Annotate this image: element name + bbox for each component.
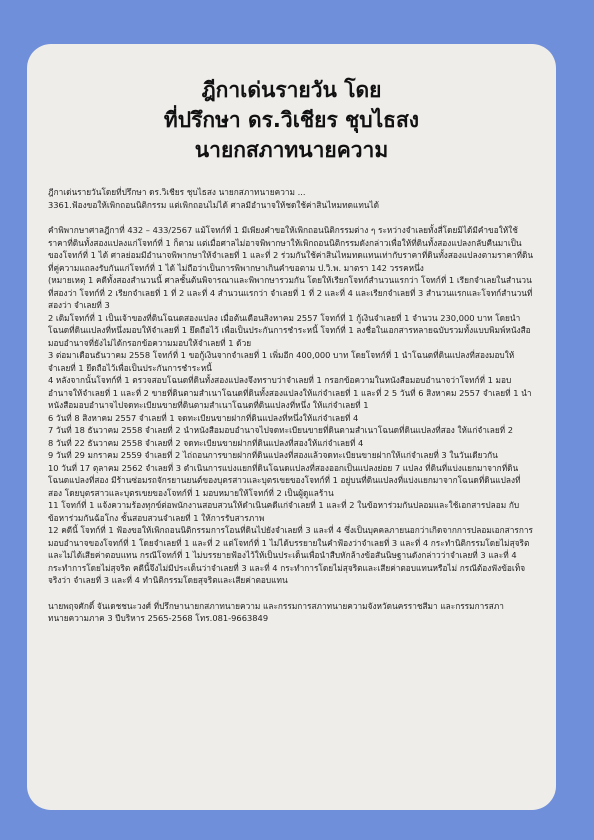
body-paragraph: 11 โจทก์ที่ 1 แจ้งความร้องทุกข์ต่อพนักงานสอบสวนให้ดำเนินคดีแก่จำเลยที่ 1 และที่ 2 ในข้อหาร่วมกันปลอมและใช้เอกสารปลอม กับข้อหาร่วมกันฉ้อโกง ชั้นสอบสวนจำเลยที่ 1 ให้การรับสารภาพ	[48, 500, 520, 523]
body-paragraph: 12 คดีนี้ โจทก์ที่ 1 ฟ้องขอให้เพิกถอนนิติกรรมการโอนที่ดินไปยังจำเลยที่ 3 และที่ 4 ซึ่งเป็นบุคคลภายนอกว่าเกิดจากการปลอมเอกสารการมอบอำนาจของโจทก์ที่ 1 โดยจำเลยที่ 1 และที่ 2 แต่โจทก์ที่ 1 ไม่ได้บรรยายในคำฟ้องว่าจำเลยที่ 3 และที่ 4 กระทำนิติกรรมโดยไม่สุจริตและไม่ได้เสียค่าตอบแทน กรณีโจทก์ที่ 1 ไม่บรรยายฟ้องไว้ให้เป็นประเด็นเพื่อนำสืบหักล้างข้อสันนิษฐานดังกล่าวว่าจำเลยที่ 3 และที่ 4 กระทำการโดยไม่สุจริต คดีนี้จึงไม่มีประเด็นว่าจำเลยที่ 3 และที่ 4 กระทำการโดยไม่สุจริตและเสียค่าตอบแทนหรือไม่ กรณีต้องฟังข้อเท็จจริงว่า จำเลยที่ 3 และที่ 4 ทำนิติกรรมโดยสุจริตและเสียค่าตอบแทน	[48, 525, 533, 585]
body-paragraph: 3 ต่อมาเดือนธันวาคม 2558 โจทก์ที่ 1 ขอกู้เงินจากจำเลยที่ 1 เพิ่มอีก 400,000 บาท โดยโจทก์ที่ 1 นำโฉนดที่ดินแปลงที่สองมอบให้จำเลยที่ 1 ยึดถือไว้เพื่อเป็นประกันการชำระหนี้	[48, 350, 515, 373]
title-line: นายกสภาทนายความ	[194, 138, 389, 162]
document-card	[27, 44, 556, 810]
body-paragraph: 10 วันที่ 17 ตุลาคม 2562 จำเลยที่ 3 ดำเนินการแบ่งแยกที่ดินโฉนดแปลงที่สองออกเป็นแปลงย่อย 7 แปลง ที่ดินที่แบ่งแยกมาจากที่ดินโฉนดแปลงที่สอง มีร้านซ่อมรถจักรยานยนต์ของบุตรสาวและบุตรเขยของโจทก์ที่ 1 อยู่บนที่ดินแปลงที่แบ่งแยกมาจากโฉนดที่ดินแปลงที่สอง โดยบุตรสาวและบุตรเขยของโจทก์ที่ 1 มอบหมายให้โจทก์ที่ 2 เป็นผู้ดูแลร้าน	[48, 462, 521, 498]
title-line: ที่ปรึกษา ดร.วิเชียร ชุบไธสง	[163, 108, 420, 132]
body-paragraph: คำพิพากษาศาลฎีกาที่ 432 – 433/2567 แม้โจทก์ที่ 1 มีเพียงคำขอให้เพิกถอนนิติกรรมต่าง ๆ ระหว่างจำเลยทั้งสี่โดยมิได้มีคำขอให้ใช้ราคาที่ดินทั้งสองแปลงแก่โจทก์ที่ 1 ก็ตาม แต่เมื่อศาลไม่อาจพิพากษาให้เพิกถอนนิติกรรมดังกล่าวเพื่อให้ที่ดินทั้งสองแปลงกลับคืนมาเป็นของโจทก์ที่ 1 ได้ ศาลย่อมมีอำนาจพิพากษาให้จำเลยที่ 1 และที่ 2 ร่วมกันใช้ค่าสินไหมทดแทนเท่ากับราคาที่ดินทั้งสองแปลงตามราคาที่ดินที่คู่ความแถลงรับกันแก่โจทก์ที่ 1 ได้ ไม่ถือว่าเป็นการพิพากษาเกินคำขอตาม ป.วิ.พ. มาตรา 142 วรรคหนึ่ง	[48, 225, 534, 273]
body-paragraph: 7 วันที่ 18 ธันวาคม 2558 จำเลยที่ 2 นำหนังสือมอบอำนาจไปจดทะเบียนขายที่ดินตามสำเนาโฉนดที่ดินแปลงที่สอง ให้แก่จำเลยที่ 2	[48, 425, 514, 435]
body-paragraph: 6 วันที่ 8 สิงหาคม 2557 จำเลยที่ 1 จดทะเบียนขายฝากที่ดินแปลงที่หนึ่งให้แก่จำเลยที่ 4	[48, 412, 359, 423]
document-content	[48, 186, 534, 625]
document-title	[27, 75, 556, 165]
intro-line: ฎีกาเด่นรายวันโดยที่ปรึกษา ดร.วิเชียร ชุบไธสง นายกสภาทนายความ ...	[48, 187, 306, 197]
body-paragraph: (หมายเหตุ 1 คดีทั้งสองสำนวนนี้ ศาลชั้นต้นพิจารณาและพิพากษารวมกัน โดยให้เรียกโจทก์สำนวนแรกว่า โจทก์ที่ 1 เรียกจำเลยในสำนวนที่สองว่า โจทก์ที่ 2 เรียกจำเลยที่ 1 ที่ 2 และที่ 4 สำนวนแรกว่า จำเลยที่ 1 ที่ 2 และที่ 4 และเรียกจำเลยที่ 3 สำนวนแรกและโจทก์สำนวนที่สองว่า จำเลยที่ 3	[48, 275, 533, 310]
body-paragraph: 4 หลังจากนั้นโจทก์ที่ 1 ตรวจสอบโฉนดที่ดินทั้งสองแปลงจึงทราบว่าจำเลยที่ 1 กรอกข้อความในหนังสือมอบอำนาจว่าโจทก์ที่ 1 มอบอำนาจให้จำเลยที่ 1 และที่ 2 ขายที่ดินตามสำเนาโฉนดที่ดินทั้งสองแปลงให้แก่จำเลยที่ 1 และที่ 2 5 วันที่ 6 สิงหาคม 2557 จำเลยที่ 1 นำหนังสือมอบอำนาจไปจดทะเบียนขายที่ดินตามสำเนาโฉนดที่ดินแปลงที่หนึ่ง ให้แก่จำเลยที่ 1	[48, 375, 532, 410]
body-paragraph: 9 วันที่ 29 มกราคม 2559 จำเลยที่ 2 ไถ่ถอนการขายฝากที่ดินแปลงที่สองแล้วจดทะเบียนขายฝากให้แก่จำเลยที่ 3 ในวันเดียวกัน	[48, 450, 498, 460]
intro-line: 3361.ฟ้องขอให้เพิกถอนนิติกรรม แต่เพิกถอนไม่ได้ ศาลมีอำนาจให้ชดใช้ค่าสินไหมทดแทนได้	[48, 199, 380, 210]
spacer	[48, 211, 534, 224]
body-paragraph: 8 วันที่ 22 ธันวาคม 2558 จำเลยที่ 2 จดทะเบียนขายฝากที่ดินแปลงที่สองให้แก่จำเลยที่ 4	[48, 437, 364, 448]
title-line: ฎีกาเด่นรายวัน โดย	[201, 78, 382, 102]
spacer	[48, 587, 534, 600]
body-paragraph: 2 เดิมโจทก์ที่ 1 เป็นเจ้าของที่ดินโฉนดสองแปลง เมื่อต้นเดือนสิงหาคม 2557 โจทก์ที่ 1 กู้เงินจำเลยที่ 1 จำนวน 230,000 บาท โดยนำโฉนดที่ดินแปลงที่หนึ่งมอบให้จำเลยที่ 1 ยึดถือไว้ เพื่อเป็นประกันการชำระหนี้ โจทก์ที่ 1 ลงชื่อในเอกสารหลายฉบับรวมทั้งแบบพิมพ์หนังสือมอบอำนาจที่ยังไม่ได้กรอกข้อความมอบให้จำเลยที่ 1 ด้วย	[48, 312, 531, 348]
author-footer: นายพฤจศักดิ์ จันเดชชนะวงศ์ ที่ปรึกษานายกสภาทนายความ และกรรมการสภาทนายความจังหวัดนครราชสีมา และกรรมการสภาทนายความภาค 3 ปีบริหาร 2565-2568 โทร.081-9663849	[48, 600, 504, 623]
